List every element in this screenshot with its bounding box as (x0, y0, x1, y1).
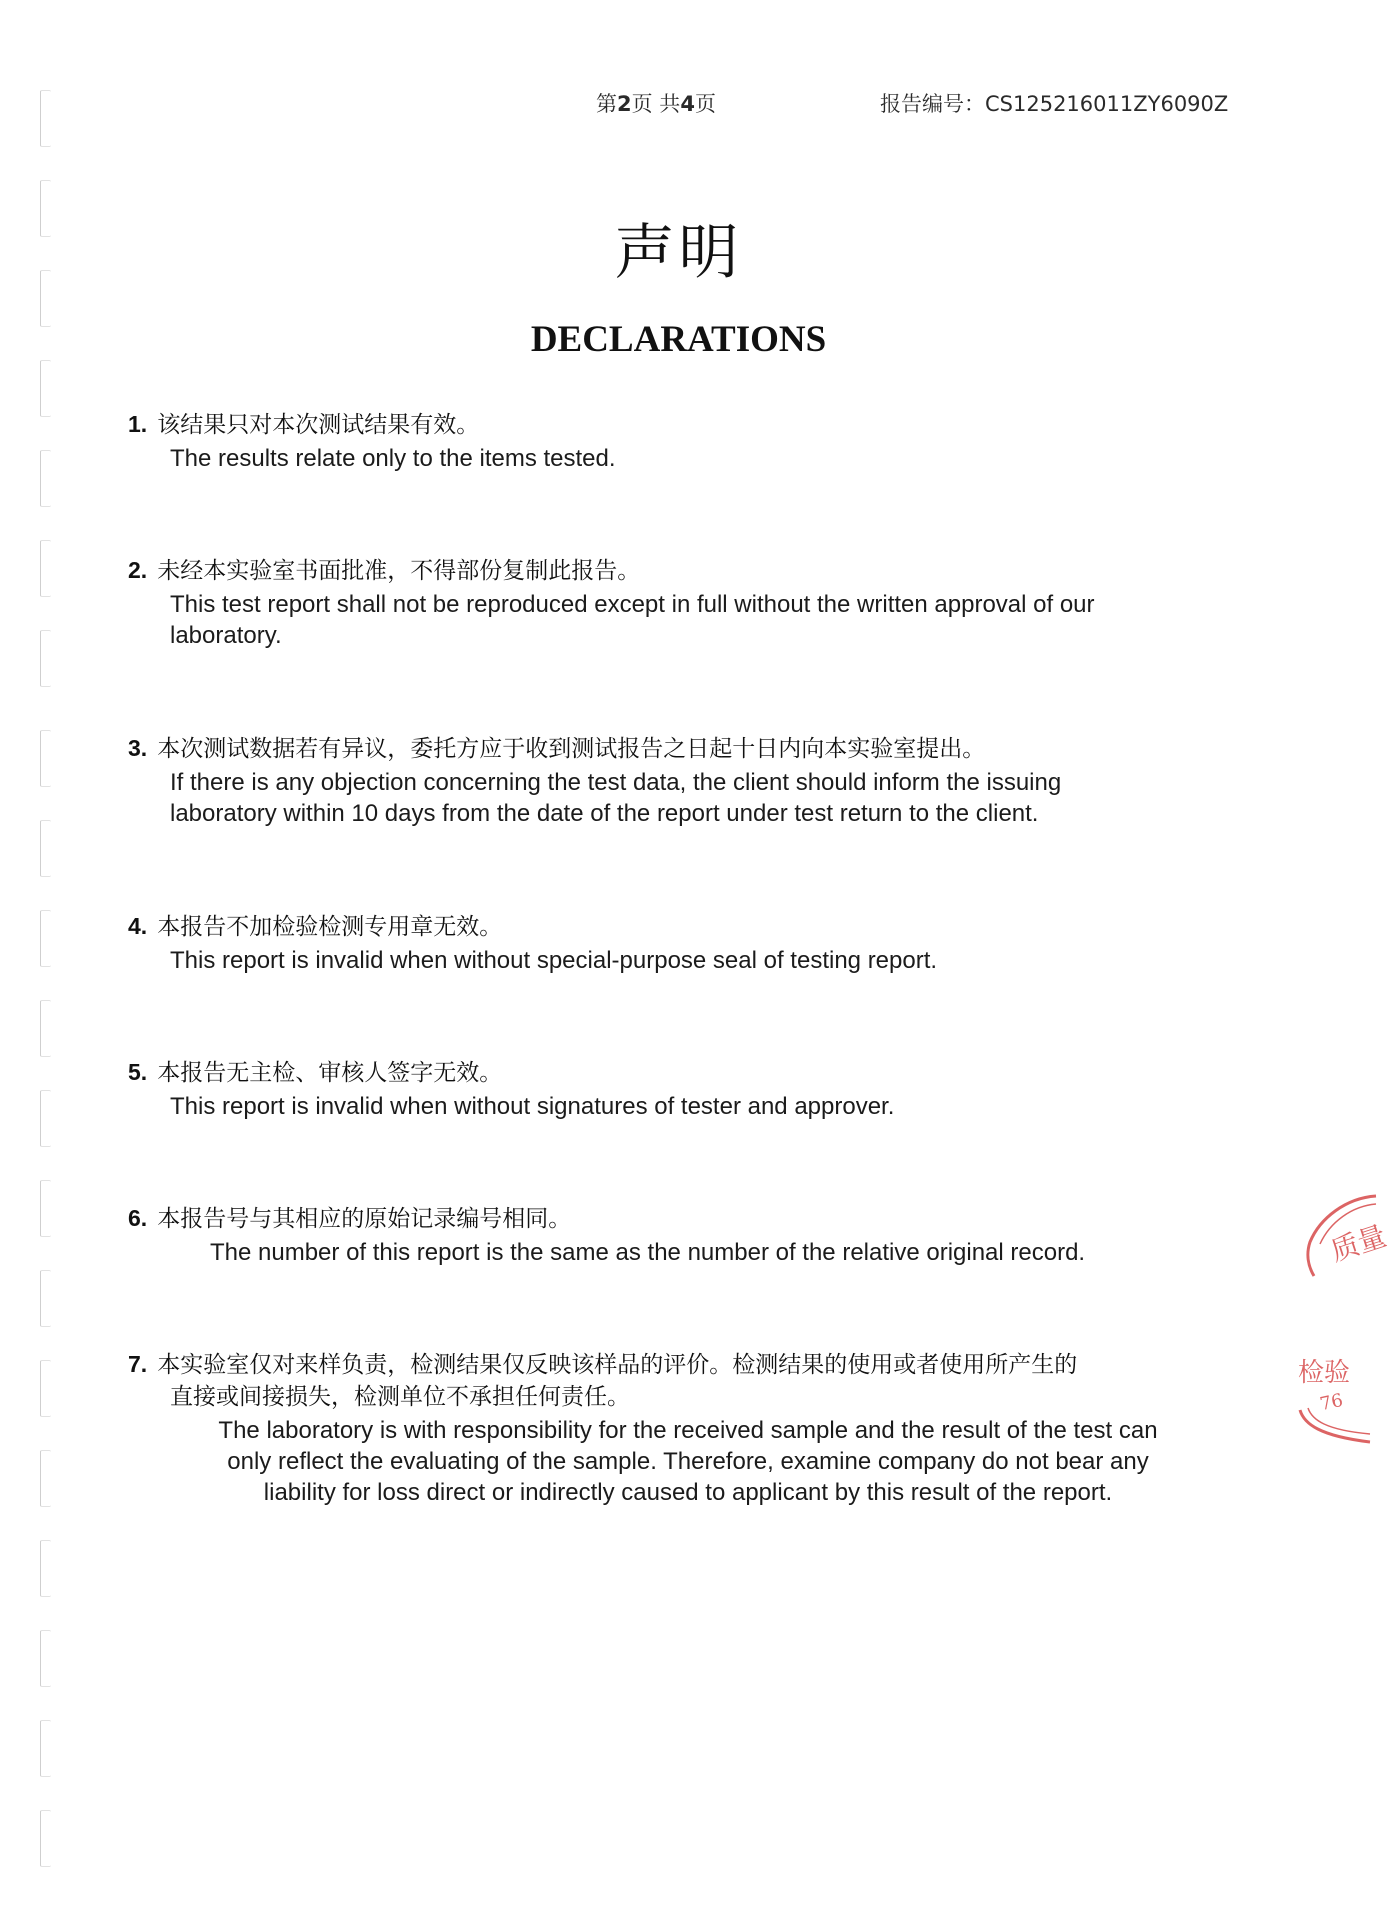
declaration-item-6 (128, 1202, 1085, 1268)
page-total: 4 (680, 92, 695, 116)
item-number: 7. (128, 1351, 148, 1377)
scan-edge-mark (40, 730, 51, 787)
scan-edge-mark (40, 1630, 51, 1687)
scan-edge-mark (40, 540, 51, 597)
declaration-item-5 (128, 1056, 894, 1122)
page-suffix: 页 (694, 92, 716, 116)
scan-edge-mark (40, 820, 51, 877)
page-indicator (596, 88, 716, 118)
declaration-cn (128, 1202, 1085, 1235)
scan-edge-mark (40, 270, 51, 327)
declaration-cn-text: 本报告号与其相应的原始记录编号相同。 (157, 1206, 572, 1232)
declaration-en: The number of this report is the same as the number of the relative original record. (210, 1239, 1086, 1266)
title-chinese: 声明 (614, 218, 743, 288)
declaration-item-4 (128, 910, 937, 976)
page-current: 2 (617, 92, 632, 116)
scan-edge-mark (40, 1270, 51, 1327)
item-number: 4. (128, 913, 148, 939)
declaration-cn-text: 该结果只对本次测试结果有效。 (157, 412, 480, 438)
scan-edge-mark (40, 180, 51, 237)
declaration-cn (128, 910, 937, 943)
declaration-en: This report is invalid when without special-purpose seal of testing report. (170, 947, 938, 974)
scan-edge-mark (40, 910, 51, 967)
stamp-text: 质量 (1326, 1219, 1391, 1268)
declaration-en-line: If there is any objection concerning the test data, the client should inform the issuing (170, 769, 1062, 796)
declaration-cn (128, 554, 1095, 587)
scan-edge-mark (40, 1180, 51, 1237)
scan-edge-mark (40, 450, 51, 507)
declaration-item-2 (128, 554, 1095, 651)
declaration-cn (128, 408, 616, 441)
declaration-item-7 (128, 1348, 1248, 1508)
declaration-cn-text: 本报告无主检、审核人签字无效。 (157, 1060, 503, 1086)
declaration-en-line: The laboratory is with responsibility for the received sample and the result of the test can (218, 1417, 1158, 1444)
item-number: 5. (128, 1059, 148, 1085)
declaration-cn (128, 732, 1061, 765)
red-seal-stamp (1296, 1192, 1391, 1282)
declaration-item-1 (128, 408, 616, 474)
item-number: 2. (128, 557, 148, 583)
declaration-en-line: liability for loss direct or indirectly caused to applicant by this result of the report. (263, 1479, 1113, 1506)
declaration-en-line: This test report shall not be reproduced except in full without the written approval of our (170, 591, 1095, 618)
scan-edge-mark (40, 1810, 51, 1867)
page-mid: 页 共 (631, 92, 681, 116)
declaration-cn-text: 本实验室仅对来样负责，检测结果仅反映该样品的评价。检测结果的使用或者使用所产生的 (157, 1352, 1078, 1378)
declaration-cn-text: 本报告不加检验检测专用章无效。 (157, 914, 503, 940)
declaration-en-line: laboratory within 10 days from the date of the report under test return to the client. (170, 800, 1039, 827)
scan-edge-mark (40, 90, 51, 147)
declaration-en (128, 1415, 1248, 1508)
declaration-cn-continued: 直接或间接损失，检测单位不承担任何责任。 (170, 1384, 630, 1410)
item-number: 1. (128, 411, 148, 437)
declaration-en-line: only reflect the evaluating of the sample. Therefore, examine company do not bear any (227, 1448, 1149, 1475)
declaration-en (170, 767, 1061, 829)
stamp-text: 检验 (1298, 1358, 1351, 1388)
declaration-cn-text: 未经本实验室书面批准，不得部份复制此报告。 (157, 558, 641, 584)
declaration-cn (128, 1348, 1248, 1381)
item-number: 3. (128, 735, 148, 761)
scan-edge-mark (40, 630, 51, 687)
declaration-en: The results relate only to the items tested. (170, 445, 616, 472)
declaration-item-3 (128, 732, 1061, 829)
red-seal-stamp (1290, 1352, 1370, 1452)
scan-edge-mark (40, 1360, 51, 1417)
declaration-cn-text: 本次测试数据若有异议，委托方应于收到测试报告之日起十日内向本实验室提出。 (157, 736, 986, 762)
report-number: 报告编号：CS125216011ZY6090Z (880, 92, 1229, 116)
declaration-en-line: laboratory. (170, 622, 282, 649)
scan-edge-mark (40, 1540, 51, 1597)
declaration-en: This report is invalid when without signatures of tester and approver. (170, 1093, 895, 1120)
item-number: 6. (128, 1205, 148, 1231)
declaration-cn (128, 1056, 894, 1089)
scan-edge-mark (40, 1000, 51, 1057)
scan-edge-mark (40, 1090, 51, 1147)
scan-edge-mark (40, 360, 51, 417)
stamp-digits: 76 (1318, 1389, 1345, 1416)
declaration-en (170, 589, 1095, 651)
scan-edge-mark (40, 1450, 51, 1507)
scan-edge-mark (40, 1720, 51, 1777)
title-english: DECLARATIONS (530, 319, 827, 360)
page-prefix: 第 (596, 92, 617, 116)
